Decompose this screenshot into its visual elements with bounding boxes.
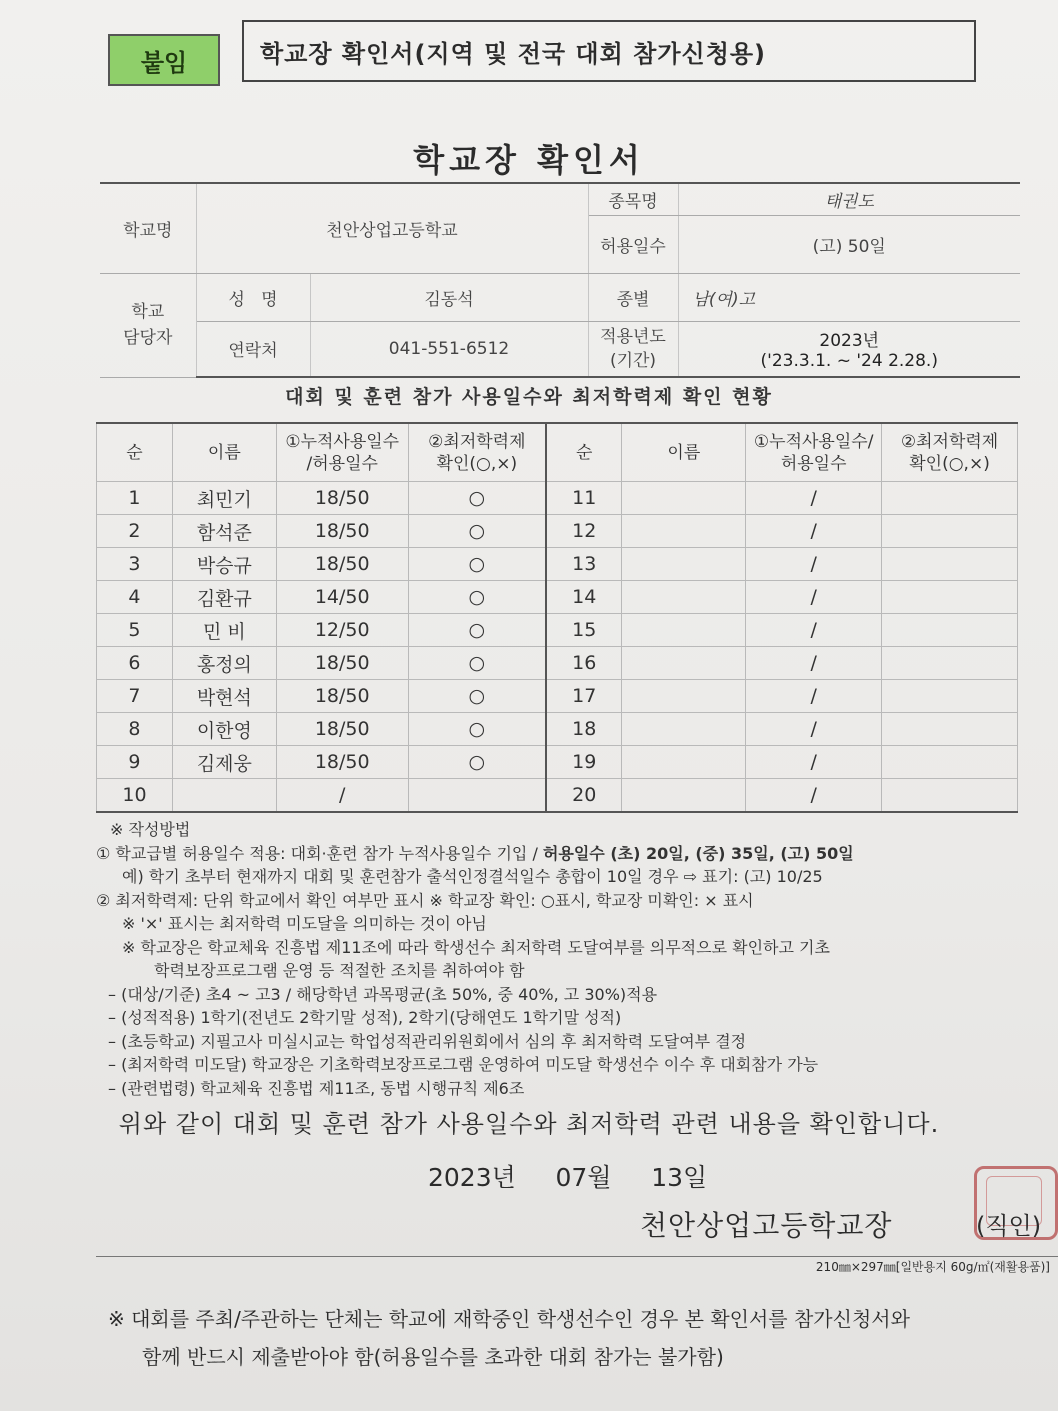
row-no: 18 bbox=[546, 713, 622, 746]
notes-heading: ※ 작성방법 bbox=[110, 820, 191, 839]
note-3: ※ '×' 표시는 최저학력 미도달을 의미하는 것이 아님 bbox=[122, 914, 487, 933]
col-days-2: ①누적사용일수/ 허용일수 bbox=[746, 423, 882, 482]
row-check bbox=[882, 746, 1018, 779]
table-row bbox=[97, 614, 1018, 647]
note-4: ※ 학교장은 학교체육 진흥법 제11조에 따라 학생선수 최저학력 도달여부를 의무적으로 확인하고 기초 bbox=[122, 937, 830, 957]
row-name bbox=[622, 548, 746, 581]
gender-label: 종별 bbox=[588, 273, 678, 321]
row-days: / bbox=[746, 713, 882, 746]
note-1-text: ① 학교급별 허용일수 적용: 대회·훈련 참가 누적사용일수 기입 / bbox=[96, 843, 543, 863]
row-days: / bbox=[746, 746, 882, 779]
table-row bbox=[97, 746, 1018, 779]
footer-line-2: 함께 반드시 제출받아야 함(허용일수를 초과한 대회 참가는 불가함) bbox=[142, 1345, 724, 1369]
note-1-example: 예) 학기 초부터 현재까지 대회 및 훈련참가 출석인정결석일수 총합이 10일 경우 ⇨ 표기: (고) 10/25 bbox=[122, 867, 823, 886]
seal-label: (직인) bbox=[976, 1212, 1042, 1240]
period-cell bbox=[678, 321, 1020, 377]
note-6: – (대상/기준) 초4 ~ 고3 / 해당학년 과목평균(초 50%, 중 40%, 고 30%)적용 bbox=[108, 984, 658, 1004]
row-name: 이한영 bbox=[172, 713, 276, 746]
date-month: 07월 bbox=[555, 1163, 612, 1192]
row-name bbox=[622, 680, 746, 713]
col-academic-2: ②최저학력제 확인(○,×) bbox=[882, 423, 1018, 482]
table-row bbox=[97, 647, 1018, 680]
note-7: – (성적적용) 1학기(전년도 2학기말 성적), 2학기(당해연도 1학기말 성적) bbox=[108, 1008, 622, 1027]
note-1-bold: 허용일수 (초) 20일, (중) 35일, (고) 50일 bbox=[542, 843, 854, 863]
row-name bbox=[622, 779, 746, 813]
row-no: 14 bbox=[546, 581, 622, 614]
paper-spec: 210㎜×297㎜[일반용지 60g/㎡(재활용품)] bbox=[815, 1260, 1050, 1274]
contact-label: 연락처 bbox=[196, 321, 310, 377]
col-name: 이름 bbox=[172, 423, 276, 482]
col-no: 순 bbox=[97, 423, 173, 482]
row-days: 18/50 bbox=[276, 746, 408, 779]
note-10: – (관련법령) 학교체육 진흥법 제11조, 동법 시행규칙 제6조 bbox=[108, 1078, 525, 1098]
note-9: – (최저학력 미도달) 학교장은 기초학력보장프로그램 운영하여 미도달 학생선수 이수 후 대회참가 가능 bbox=[108, 1055, 819, 1074]
status-table-title: 대회 및 훈련 참가 사용일수와 최저학력제 확인 현황 bbox=[285, 386, 773, 408]
row-name bbox=[622, 746, 746, 779]
row-days: / bbox=[746, 614, 882, 647]
row-check bbox=[882, 614, 1018, 647]
instructions bbox=[96, 818, 1046, 1100]
divider bbox=[96, 1256, 1058, 1257]
issue-date bbox=[428, 1158, 707, 1194]
row-name bbox=[622, 515, 746, 548]
row-no: 1 bbox=[97, 482, 173, 515]
row-days: 18/50 bbox=[276, 680, 408, 713]
row-name: 김환규 bbox=[172, 581, 276, 614]
row-check: ○ bbox=[408, 647, 546, 680]
row-name bbox=[622, 647, 746, 680]
row-name bbox=[172, 779, 276, 813]
row-days: / bbox=[746, 647, 882, 680]
row-check bbox=[408, 779, 546, 813]
row-check: ○ bbox=[408, 680, 546, 713]
event-value: 태권도 bbox=[678, 183, 1020, 215]
info-table bbox=[100, 182, 1020, 378]
row-no: 15 bbox=[546, 614, 622, 647]
row-check bbox=[882, 581, 1018, 614]
row-no: 8 bbox=[97, 713, 173, 746]
gender-value: 남(여)고 bbox=[678, 273, 1020, 321]
manager-label: 학교 담당자 bbox=[100, 273, 196, 377]
row-days: 18/50 bbox=[276, 713, 408, 746]
row-no: 9 bbox=[97, 746, 173, 779]
name-label: 성 명 bbox=[196, 273, 310, 321]
row-no: 4 bbox=[97, 581, 173, 614]
period-label: 적용년도 (기간) bbox=[588, 321, 678, 377]
note-8: – (초등학교) 지필고사 미실시교는 학업성적관리위원회에서 심의 후 최저학력 도달여부 결정 bbox=[108, 1031, 747, 1051]
col-no-2: 순 bbox=[546, 423, 622, 482]
row-check bbox=[882, 779, 1018, 813]
row-name: 박승규 bbox=[172, 548, 276, 581]
note-5: 학력보장프로그램 운영 등 적절한 조치를 취하여야 함 bbox=[154, 961, 525, 980]
period-range: ('23.3.1. ~ '24 2.28.) bbox=[760, 351, 938, 372]
row-days: / bbox=[746, 482, 882, 515]
table-row bbox=[97, 581, 1018, 614]
row-no: 6 bbox=[97, 647, 173, 680]
confirmation-statement: 위와 같이 대회 및 훈련 참가 사용일수와 최저학력 관련 내용을 확인합니다. bbox=[118, 1110, 940, 1138]
footer-note bbox=[108, 1300, 1048, 1376]
row-name: 박현석 bbox=[172, 680, 276, 713]
row-days: / bbox=[276, 779, 408, 813]
row-days: / bbox=[746, 548, 882, 581]
row-no: 7 bbox=[97, 680, 173, 713]
date-year: 2023년 bbox=[428, 1163, 516, 1192]
row-check: ○ bbox=[408, 746, 546, 779]
table-row bbox=[97, 713, 1018, 746]
row-name bbox=[622, 482, 746, 515]
allowed-days-label: 허용일수 bbox=[588, 215, 678, 273]
row-days: 18/50 bbox=[276, 515, 408, 548]
row-no: 11 bbox=[546, 482, 622, 515]
row-name bbox=[622, 581, 746, 614]
attachment-tag: 붙임 bbox=[108, 34, 220, 86]
row-check bbox=[882, 548, 1018, 581]
table-row bbox=[97, 680, 1018, 713]
col-days: ①누적사용일수 /허용일수 bbox=[276, 423, 408, 482]
row-check bbox=[882, 647, 1018, 680]
status-table bbox=[96, 422, 1018, 813]
row-name: 최민기 bbox=[172, 482, 276, 515]
table-row bbox=[97, 548, 1018, 581]
col-academic: ②최저학력제 확인(○,×) bbox=[408, 423, 546, 482]
header-title-box bbox=[242, 20, 976, 82]
row-days: 18/50 bbox=[276, 482, 408, 515]
row-no: 20 bbox=[546, 779, 622, 813]
table-row bbox=[97, 482, 1018, 515]
row-check bbox=[882, 482, 1018, 515]
row-no: 2 bbox=[97, 515, 173, 548]
school-label: 학교명 bbox=[100, 183, 196, 273]
note-1 bbox=[96, 842, 1046, 866]
row-check: ○ bbox=[408, 713, 546, 746]
document-title: 학교장 확인서 bbox=[413, 141, 645, 179]
row-days: / bbox=[746, 581, 882, 614]
row-no: 17 bbox=[546, 680, 622, 713]
row-no: 5 bbox=[97, 614, 173, 647]
row-days: / bbox=[746, 779, 882, 813]
row-name bbox=[622, 614, 746, 647]
contact-value: 041-551-6512 bbox=[310, 321, 588, 377]
row-no: 12 bbox=[546, 515, 622, 548]
allowed-days-value: (고) 50일 bbox=[678, 215, 1020, 273]
header-title: 학교장 확인서(지역 및 전국 대회 참가신청용) bbox=[260, 39, 767, 68]
date-day: 13일 bbox=[651, 1163, 708, 1192]
period-year: 2023년 bbox=[819, 331, 880, 352]
event-label: 종목명 bbox=[588, 183, 678, 215]
row-days: 18/50 bbox=[276, 548, 408, 581]
row-check: ○ bbox=[408, 614, 546, 647]
school-value: 천안상업고등학교 bbox=[196, 183, 588, 273]
row-name: 민 비 bbox=[172, 614, 276, 647]
row-check bbox=[882, 515, 1018, 548]
row-check: ○ bbox=[408, 515, 546, 548]
row-name bbox=[622, 713, 746, 746]
row-days: / bbox=[746, 680, 882, 713]
row-no: 10 bbox=[97, 779, 173, 813]
name-value: 김동석 bbox=[310, 273, 588, 321]
row-check: ○ bbox=[408, 581, 546, 614]
row-days: 14/50 bbox=[276, 581, 408, 614]
row-check: ○ bbox=[408, 482, 546, 515]
row-no: 3 bbox=[97, 548, 173, 581]
note-2: ② 최저학력제: 단위 학교에서 확인 여부만 표시 ※ 학교장 확인: ○표시, 학교장 미확인: × 표시 bbox=[96, 890, 754, 910]
principal-signature: 천안상업고등학교장 bbox=[640, 1209, 893, 1242]
row-name: 김제웅 bbox=[172, 746, 276, 779]
row-name: 함석준 bbox=[172, 515, 276, 548]
row-no: 13 bbox=[546, 548, 622, 581]
footer-line-1: ※ 대회를 주최/주관하는 단체는 학교에 재학중인 학생선수인 경우 본 확인서를 참가신청서와 bbox=[108, 1307, 910, 1331]
col-name-2: 이름 bbox=[622, 423, 746, 482]
table-row bbox=[97, 515, 1018, 548]
row-days: 18/50 bbox=[276, 647, 408, 680]
row-check: ○ bbox=[408, 548, 546, 581]
row-days: / bbox=[746, 515, 882, 548]
table-row bbox=[97, 779, 1018, 813]
row-days: 12/50 bbox=[276, 614, 408, 647]
row-no: 19 bbox=[546, 746, 622, 779]
row-no: 16 bbox=[546, 647, 622, 680]
row-name: 홍정의 bbox=[172, 647, 276, 680]
row-check bbox=[882, 713, 1018, 746]
row-check bbox=[882, 680, 1018, 713]
